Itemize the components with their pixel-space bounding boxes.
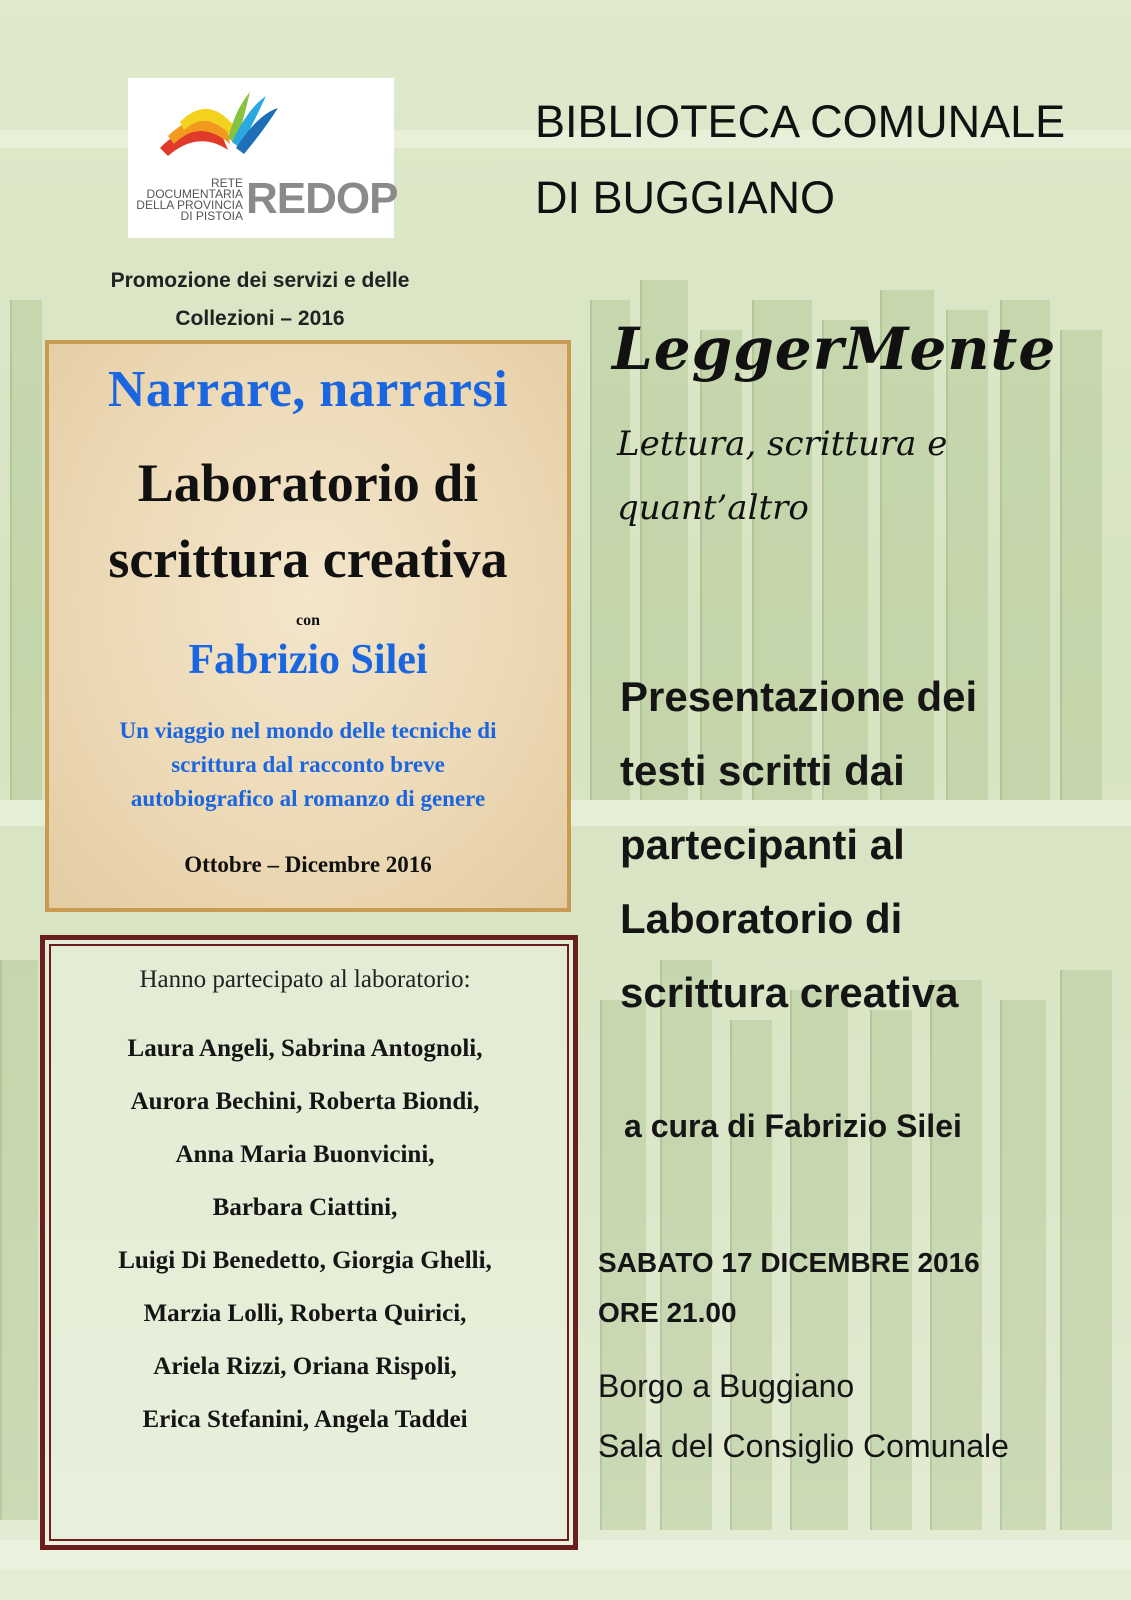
event-place: Borgo a Buggiano [598, 1368, 855, 1404]
logo-caption: RETE DOCUMENTARIA DELLA PROVINCIA DI PISTOIA [136, 176, 243, 223]
event-curator: a cura di Fabrizio Silei [624, 1108, 962, 1144]
colored-book-pages-icon [128, 78, 394, 178]
logo-wordmark: REDOP [246, 174, 398, 223]
participants-line: Anna Maria Buonvicini, [175, 1141, 435, 1168]
series-title: LeggerMente [612, 315, 1057, 383]
promo-text: Promozione dei servizi e delle Collezioni – 2016 [110, 269, 410, 330]
library-name-line2: DI BUGGIANO [535, 172, 836, 223]
participants-heading: Hanno partecipato al laboratorio: [139, 966, 471, 993]
workshop-author: Fabrizio Silei [188, 637, 428, 683]
event-date: SABATO 17 DICEMBRE 2016 [598, 1247, 980, 1278]
participants-line: Aurora Bechini, Roberta Biondi, [130, 1088, 480, 1115]
participants-line: Erica Stefanini, Angela Taddei [142, 1406, 468, 1433]
workshop-dates: Ottobre – Dicembre 2016 [184, 852, 432, 877]
event-room: Sala del Consiglio Comunale [598, 1428, 1009, 1464]
workshop-title: Narrare, narrarsi [107, 361, 509, 418]
workshop-subtitle-line2: scrittura creativa [108, 529, 508, 589]
redop-logo [128, 78, 398, 238]
workshop-subtitle-line1: Laboratorio di [137, 453, 479, 513]
library-name [535, 84, 1065, 236]
workshop-description: Un viaggio nel mondo delle tecniche di scrittura dal racconto breve autobiografico al romanzo di genere [119, 718, 497, 811]
participants-line: Laura Angeli, Sabrina Antognoli, [127, 1035, 483, 1062]
participants-list [45, 1022, 565, 1446]
workshop-box [45, 340, 571, 912]
participants-line: Marzia Lolli, Roberta Quirici, [143, 1300, 467, 1327]
series-tagline: Lettura, scrittura e quant’altro [617, 424, 948, 528]
event-datetime [598, 1238, 980, 1338]
workshop-with: con [296, 612, 320, 629]
library-name-line1: BIBLIOTECA COMUNALE [535, 96, 1066, 147]
participants-line: Barbara Ciattini, [212, 1194, 398, 1221]
event-description: Presentazione dei testi scritti dai partecipanti al Laboratorio di scrittura creativa [620, 673, 978, 1016]
participants-line: Ariela Rizzi, Oriana Rispoli, [153, 1353, 457, 1380]
participants-line: Luigi Di Benedetto, Giorgia Ghelli, [118, 1247, 492, 1274]
participants-box [40, 935, 578, 1550]
event-time: ORE 21.00 [598, 1297, 737, 1328]
